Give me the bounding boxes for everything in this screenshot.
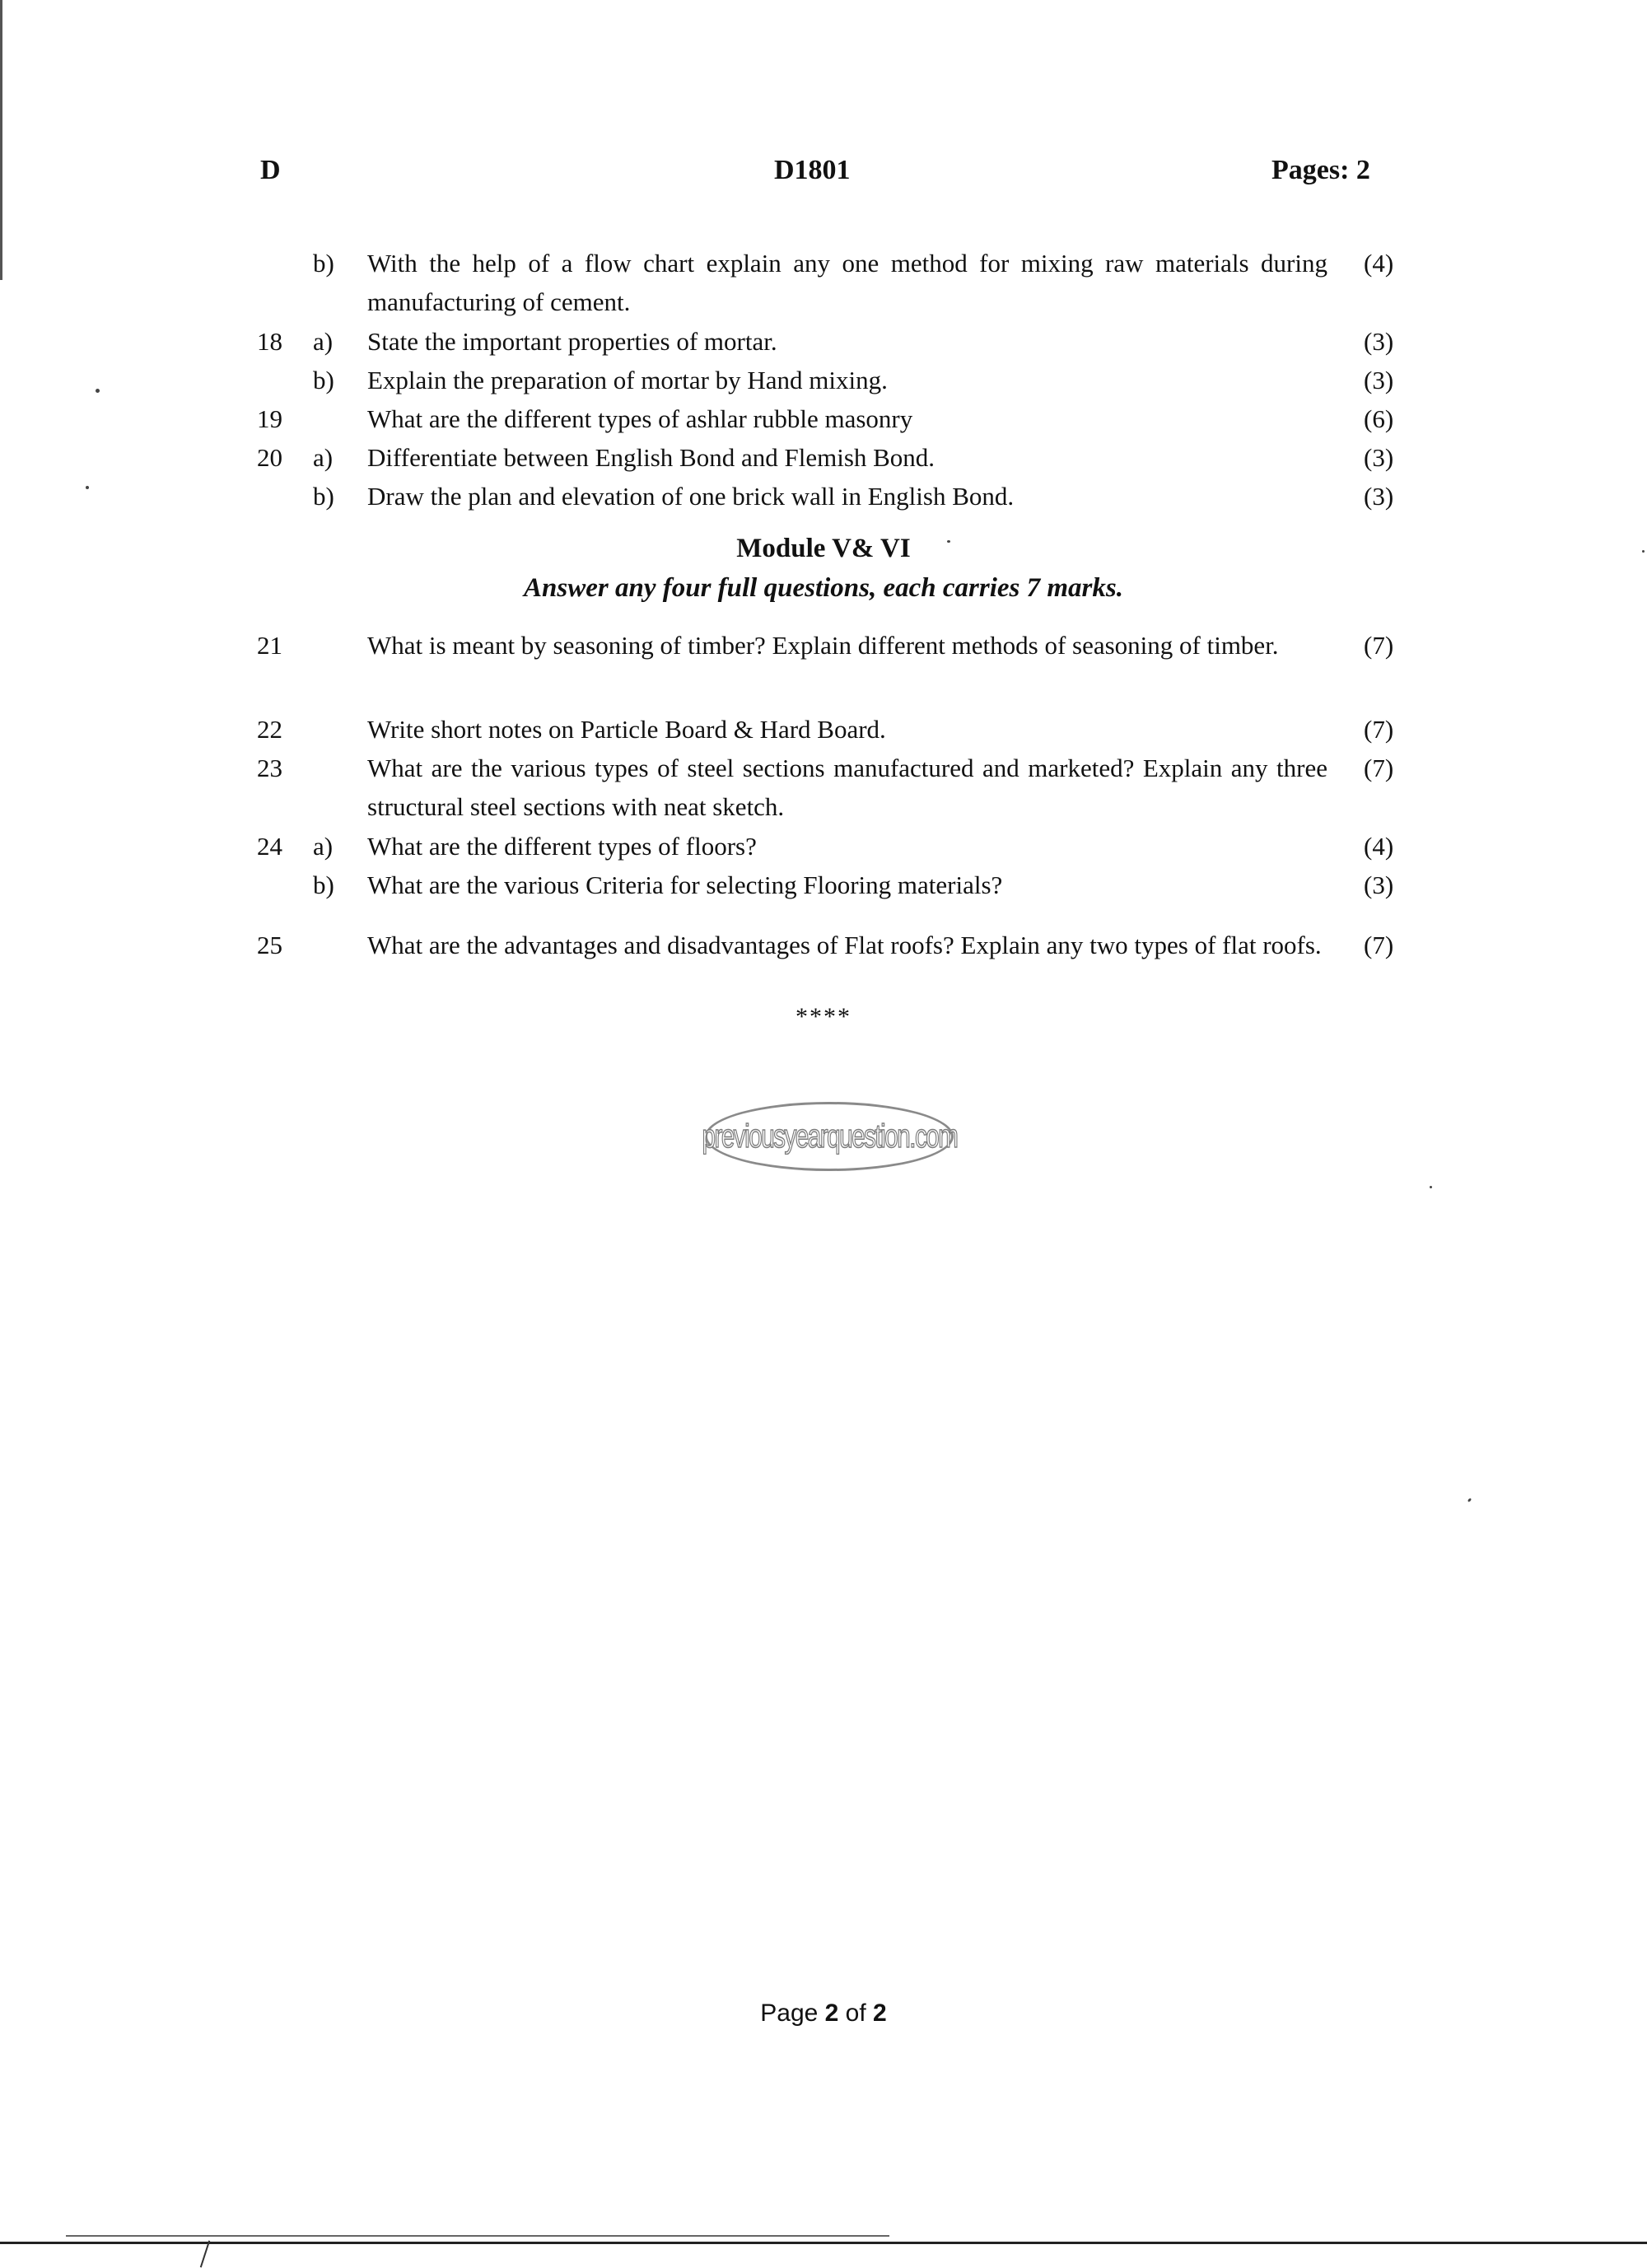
question-number: 18 xyxy=(257,327,282,356)
question-text: Explain the preparation of mortar by Hand mixing. xyxy=(367,366,888,394)
question-marks: (3) xyxy=(1364,482,1394,511)
question-text: Write short notes on Particle Board & Hard Board. xyxy=(367,715,886,744)
question-marks: (7) xyxy=(1364,715,1394,744)
question-marks: (7) xyxy=(1364,754,1394,782)
scan-slash-mark xyxy=(200,2241,210,2268)
question-marks: (3) xyxy=(1364,443,1394,472)
question-marks: (3) xyxy=(1364,870,1394,899)
question-text: Draw the plan and elevation of one brick wall in English Bond. xyxy=(367,482,1015,511)
question-number: 21 xyxy=(257,631,282,660)
question-number: 19 xyxy=(257,404,282,433)
question-number: 24 xyxy=(257,832,282,861)
scan-bottom-line xyxy=(66,2235,889,2237)
question-marks: (7) xyxy=(1364,931,1394,959)
footer-current-page: 2 xyxy=(824,2000,839,2027)
question-part: b) xyxy=(313,482,334,511)
question-text: What are the different types of floors? xyxy=(367,832,757,861)
question-text: Differentiate between English Bond and Flemish Bond. xyxy=(367,443,935,472)
question-text: What is meant by seasoning of timber? Explain different methods of seasoning of timber. xyxy=(367,631,1279,660)
question-part: b) xyxy=(313,366,334,394)
page-count: Pages: 2 xyxy=(1271,155,1370,185)
question-text: With the help of a flow chart explain any one method for mixing raw materials during manufacturing of cement. xyxy=(367,249,1327,316)
scan-speck xyxy=(1467,1498,1472,1503)
page-footer xyxy=(0,2000,1647,2028)
question-number: 25 xyxy=(257,931,282,959)
question-part: a) xyxy=(313,327,334,356)
question-text: What are the various Criteria for selecting Flooring materials? xyxy=(367,870,1003,899)
question-text: State the important properties of mortar. xyxy=(367,327,777,356)
paper-series: D xyxy=(260,155,281,185)
end-of-paper-mark: **** xyxy=(796,1003,851,1030)
question-number: 22 xyxy=(257,715,282,744)
question-marks: (4) xyxy=(1364,832,1394,861)
paper-code: D1801 xyxy=(774,155,851,185)
question-part: b) xyxy=(313,249,334,278)
watermark-logo xyxy=(702,1102,958,1171)
scan-edge-line xyxy=(0,0,2,280)
module-heading: Module V& VI xyxy=(736,534,911,563)
question-marks: (4) xyxy=(1364,249,1394,278)
scan-bottom-rule xyxy=(0,2242,1647,2244)
question-part: b) xyxy=(313,870,334,899)
question-marks: (7) xyxy=(1364,631,1394,660)
question-part: a) xyxy=(313,443,334,472)
question-marks: (6) xyxy=(1364,404,1394,433)
question-marks: (3) xyxy=(1364,366,1394,394)
watermark-text: previousyearquestion.com xyxy=(702,1118,958,1155)
question-number: 20 xyxy=(257,443,282,472)
scan-speck xyxy=(1430,1186,1432,1188)
question-marks: (3) xyxy=(1364,327,1394,356)
question-number: 23 xyxy=(257,754,282,782)
question-text: What are the advantages and disadvantages of Flat roofs? Explain any two types of flat roofs. xyxy=(367,931,1322,959)
scan-speck xyxy=(96,389,100,393)
question-text: What are the various types of steel sections manufactured and marketed? Explain any three structural steel sections with neat sketch. xyxy=(367,754,1327,821)
module-instruction: Answer any four full questions, each carries 7 marks. xyxy=(524,573,1123,603)
question-text: What are the different types of ashlar rubble masonry xyxy=(367,404,913,433)
question-part: a) xyxy=(313,832,334,861)
scan-speck xyxy=(86,486,89,489)
footer-of: of xyxy=(838,2000,874,2027)
footer-prefix: Page xyxy=(760,2000,825,2027)
footer-total-pages: 2 xyxy=(873,2000,887,2027)
